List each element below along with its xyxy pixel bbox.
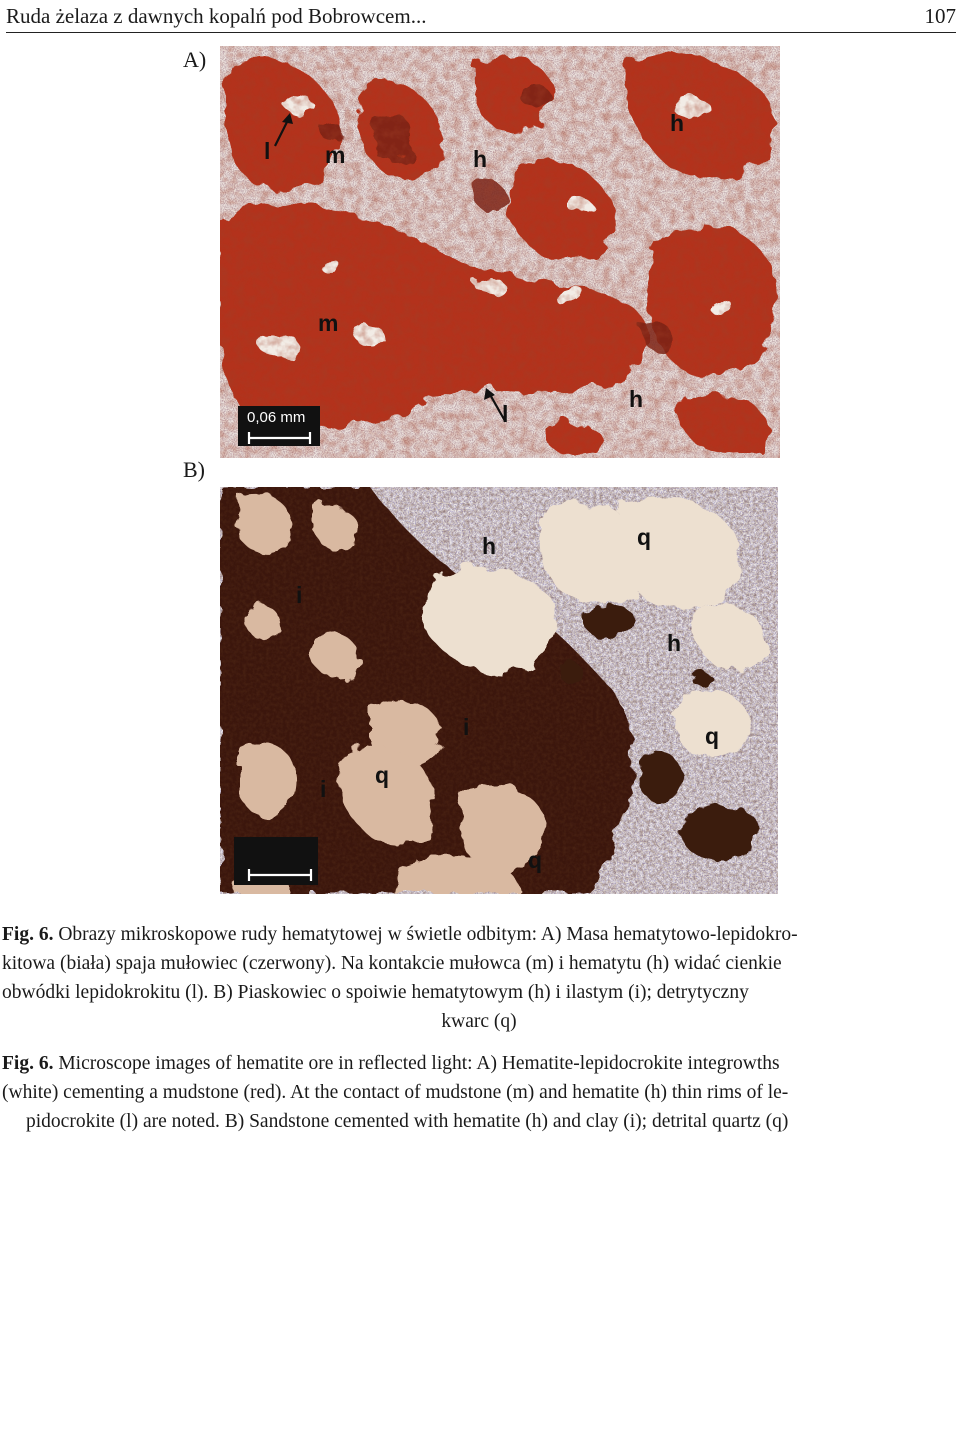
micrograph-annotation: m [318,310,339,336]
micrograph-annotation: q [528,847,543,873]
caption-polish [0,920,960,1036]
micrograph-panel-a [220,46,780,458]
micrograph-annotation: h [482,533,497,559]
caption-english [0,1049,960,1136]
micrograph-annotation: q [637,524,652,550]
caption-en-line-2: (white) cementing a mudstone (red). At the contact of mudstone (m) and hematite (h) thin rims of le- [2,1082,789,1103]
micrograph-annotation: l [264,138,271,164]
micrograph-annotation: q [705,723,720,749]
caption-pl-fig-ref: Fig. 6. [2,924,54,945]
caption-pl-line-1: Obrazy mikroskopowe rudy hematytowej w świetle odbitym: A) Masa hematytowo-lepidokro- [58,924,798,945]
micrograph-panel-b [220,487,778,894]
micrograph-annotation: l [502,401,509,427]
micrograph-annotation: h [629,386,644,412]
panel-b-label: B) [183,457,205,482]
page-number: 107 [924,4,956,28]
micrograph-annotation: m [325,142,346,168]
caption-pl-line-2: kitowa (biała) spaja mułowiec (czerwony). Na kontakcie mułowca (m) i hematytu (h) widać cienkie [2,953,782,974]
micrograph-annotation: q [375,762,390,788]
caption-pl-line-3: obwódki lepidokrokitu (l). B) Piaskowiec o spoiwie hematytowym (h) i ilastym (i); detrytyczny [2,982,749,1003]
running-header [6,0,956,33]
caption-en-line-1: Microscope images of hematite ore in reflected light: A) Hematite-lepidocrokite integrowths [58,1053,780,1074]
running-title: Ruda żelaza z dawnych kopalń pod Bobrowcem... [6,4,427,28]
caption-en-fig-ref: Fig. 6. [2,1053,54,1074]
micrograph-annotation: i [320,776,327,802]
micrograph-annotation: h [667,630,682,656]
micrograph-annotation: i [463,714,470,740]
micrograph-annotation: h [473,146,488,172]
micrograph-annotation: h [670,110,685,136]
micrograph-annotation: i [296,582,303,608]
scale-bar-label: 0,06 mm [247,409,306,426]
caption-en-line-3: pidocrokite (l) are noted. B) Sandstone cemented with hematite (h) and clay (i); detrital quartz (q) [26,1111,789,1132]
panel-a-label: A) [183,47,207,72]
caption-pl-line-4: kwarc (q) [441,1011,517,1032]
